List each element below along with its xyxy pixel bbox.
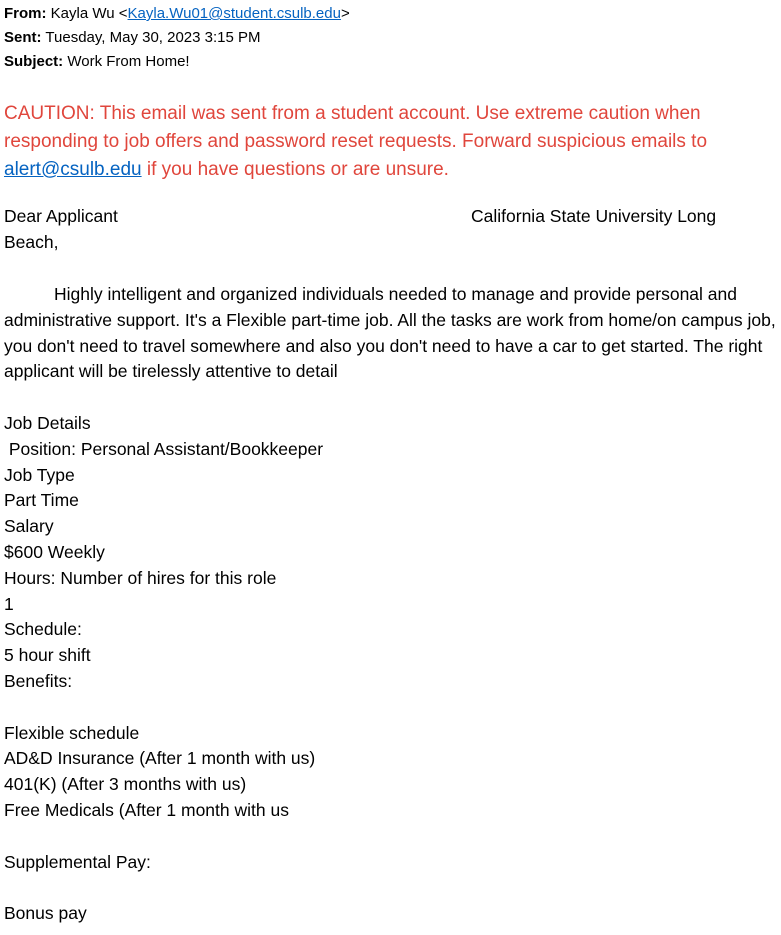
benefit-item: Free Medicals (After 1 month with us: [4, 799, 289, 820]
job-type-label: Job Type: [4, 464, 75, 485]
alert-email-link[interactable]: alert@csulb.edu: [4, 159, 142, 180]
schedule-label: Schedule:: [4, 619, 82, 640]
caution-text: CAUTION: This email was sent from a student account. Use extreme caution when responding to job offers and password reset requests. Forward suspicious emails to: [4, 103, 708, 152]
sent-label: Sent:: [4, 29, 42, 46]
subject-line: [4, 50, 777, 74]
supplemental-pay-label: Supplemental Pay:: [4, 851, 151, 872]
body-paragraph: Highly intelligent and organized individuals needed to manage and provide personal and administrative support. It's a Flexible part-time job. All the tasks are work from home/on campus job, you don't need to travel somewhere and also you don't need to have a car to get started. The right applicant will be tirelessly attentive to detail: [4, 284, 776, 382]
caution-banner: [4, 100, 774, 184]
from-line: From: Kayla Wu <Kayla.Wu01@student.csulb.edu>: [4, 5, 350, 22]
salary-value: $600 Weekly: [4, 541, 105, 562]
benefits-label: Benefits:: [4, 670, 73, 691]
position-line: Position: Personal Assistant/Bookkeeper: [4, 438, 324, 459]
benefit-item: AD&D Insurance (After 1 month with us): [4, 748, 316, 769]
subject-label: Subject:: [4, 53, 64, 70]
benefit-item: 401(K) (After 3 months with us): [4, 774, 247, 795]
from-label: From:: [4, 5, 47, 22]
blank-line: [4, 875, 777, 901]
greeting-salutation: Dear Applicant: [4, 206, 118, 226]
benefit-item: Flexible schedule: [4, 722, 140, 743]
blank-line: [4, 824, 777, 850]
schedule-value: 5 hour shift: [4, 645, 91, 666]
job-details-title: Job Details: [4, 412, 91, 433]
sent-date: Tuesday, May 30, 2023 3:15 PM: [45, 29, 261, 46]
sent-line: [4, 26, 777, 50]
sender-email-link[interactable]: Kayla.Wu01@student.csulb.edu: [127, 5, 341, 22]
bonus-pay: Bonus pay: [4, 903, 87, 924]
sender-name: Kayla Wu: [50, 5, 115, 22]
subject-text: Work From Home!: [67, 53, 190, 70]
greeting-university: California State University Long: [471, 206, 717, 226]
greeting-university-wrap: Beach,: [4, 232, 59, 252]
job-type-value: Part Time: [4, 490, 79, 511]
salary-label: Salary: [4, 516, 54, 537]
caution-text-end: if you have questions or are unsure.: [141, 159, 449, 180]
job-details: [4, 411, 777, 927]
hours-value: 1: [4, 593, 14, 614]
email-header: [4, 2, 777, 74]
hours-label: Hours: Number of hires for this role: [4, 567, 277, 588]
blank-line: [4, 695, 777, 721]
greeting: [4, 204, 777, 256]
